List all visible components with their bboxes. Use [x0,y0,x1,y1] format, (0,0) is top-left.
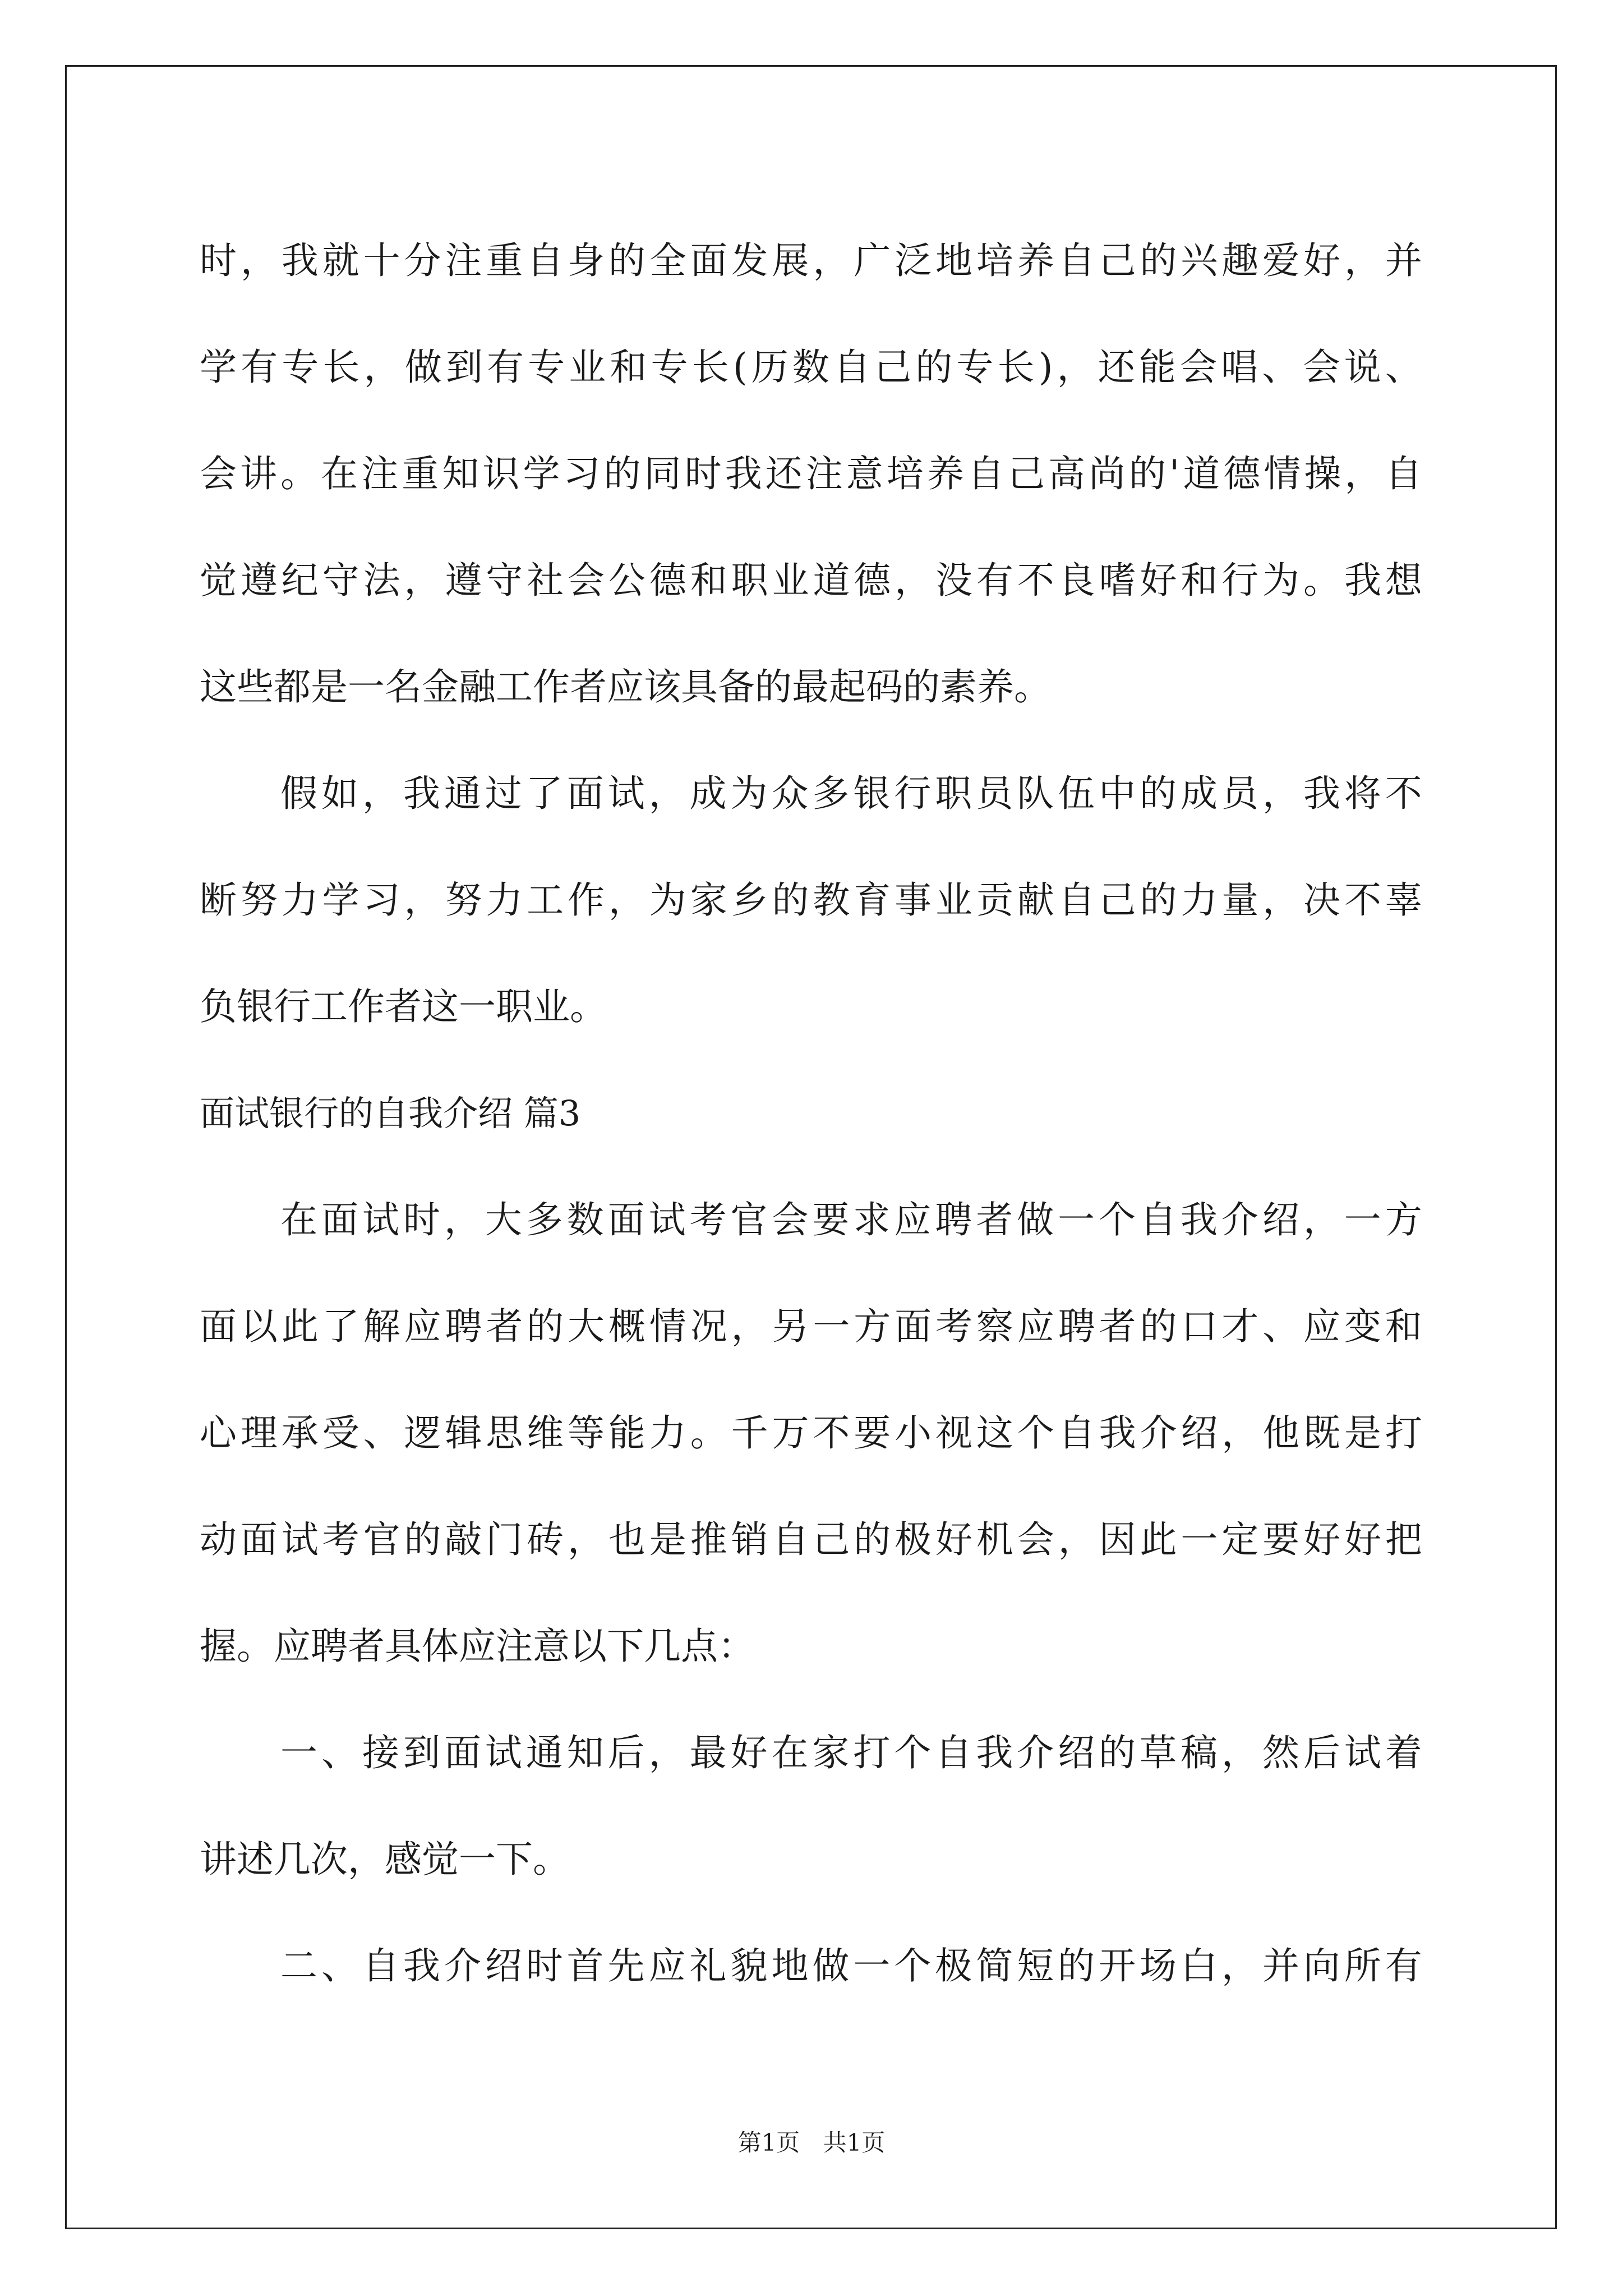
section-heading: 面试银行的自我介绍 篇3 [200,1093,581,1134]
document-body [200,208,1422,2019]
text-line: 会 讲 。 在 注 重 知 识 学 习 的 同 时 我 还 注 意 培 养 自 己 高 尚 的 ' 道 德 情 操 ， 自 [200,452,1422,495]
text-line: 面 以 此 了 解 应 聘 者 的 大 概 情 况 ， 另 一 方 面 考 察 应 聘 者 的 口 才 、 应 变 和 [200,1305,1422,1348]
text-line: 握。应聘者具体应注意以下几点： [200,1625,755,1668]
text-line: 心 理 承 受 、 逻 辑 思 维 等 能 力 。 千 万 不 要 小 视 这 个 自 我 介 绍 ， 他 既 是 打 [200,1411,1422,1455]
page-number: 第1页 [737,2129,800,2156]
text-line: 在 面 试 时 ， 大 多 数 面 试 考 官 会 要 求 应 聘 者 做 一 个 自 我 介 绍 ， 一 方 [280,1198,1422,1241]
text-line: 假 如 ， 我 通 过 了 面 试 ， 成 为 众 多 银 行 职 员 队 伍 中 的 成 员 ， 我 将 不 [280,772,1422,815]
text-line: 断 努 力 学 习 ， 努 力 工 作 ， 为 家 乡 的 教 育 事 业 贡 献 自 己 的 力 量 ， 决 不 辜 [200,878,1422,922]
text-line: 时 ， 我 就 十 分 注 重 自 身 的 全 面 发 展 ， 广 泛 地 培 养 自 己 的 兴 趣 爱 好 ， 并 [200,239,1422,282]
text-line: 动 面 试 考 官 的 敲 门 砖 ， 也 是 推 销 自 己 的 极 好 机 会 ， 因 此 一 定 要 好 好 把 [200,1518,1422,1561]
text-line: 讲述几次，感觉一下。 [200,1838,570,1881]
text-line: 学 有 专 长 ， 做 到 有 专 业 和 专 长 ( 历 数 自 己 的 专 长 ) ， 还 能 会 唱 、 会 说 、 [200,346,1422,389]
text-line: 觉 遵 纪 守 法 ， 遵 守 社 会 公 德 和 职 业 道 德 ， 没 有 不 良 嗜 好 和 行 为 。 我 想 [200,559,1422,602]
text-line: 一 、 接 到 面 试 通 知 后 ， 最 好 在 家 打 个 自 我 介 绍 的 草 稿 ， 然 后 试 着 [280,1731,1422,1774]
text-line: 负银行工作者这一职业。 [200,985,607,1028]
text-line: 这些都是一名金融工作者应该具备的最起码的素养。 [200,665,1051,708]
text-line: 二 、 自 我 介 绍 时 首 先 应 礼 貌 地 做 一 个 极 简 短 的 开 场 白 ， 并 向 所 有 [280,1944,1422,1987]
page-footer [0,2126,1623,2160]
page-total: 共1页 [823,2129,886,2156]
